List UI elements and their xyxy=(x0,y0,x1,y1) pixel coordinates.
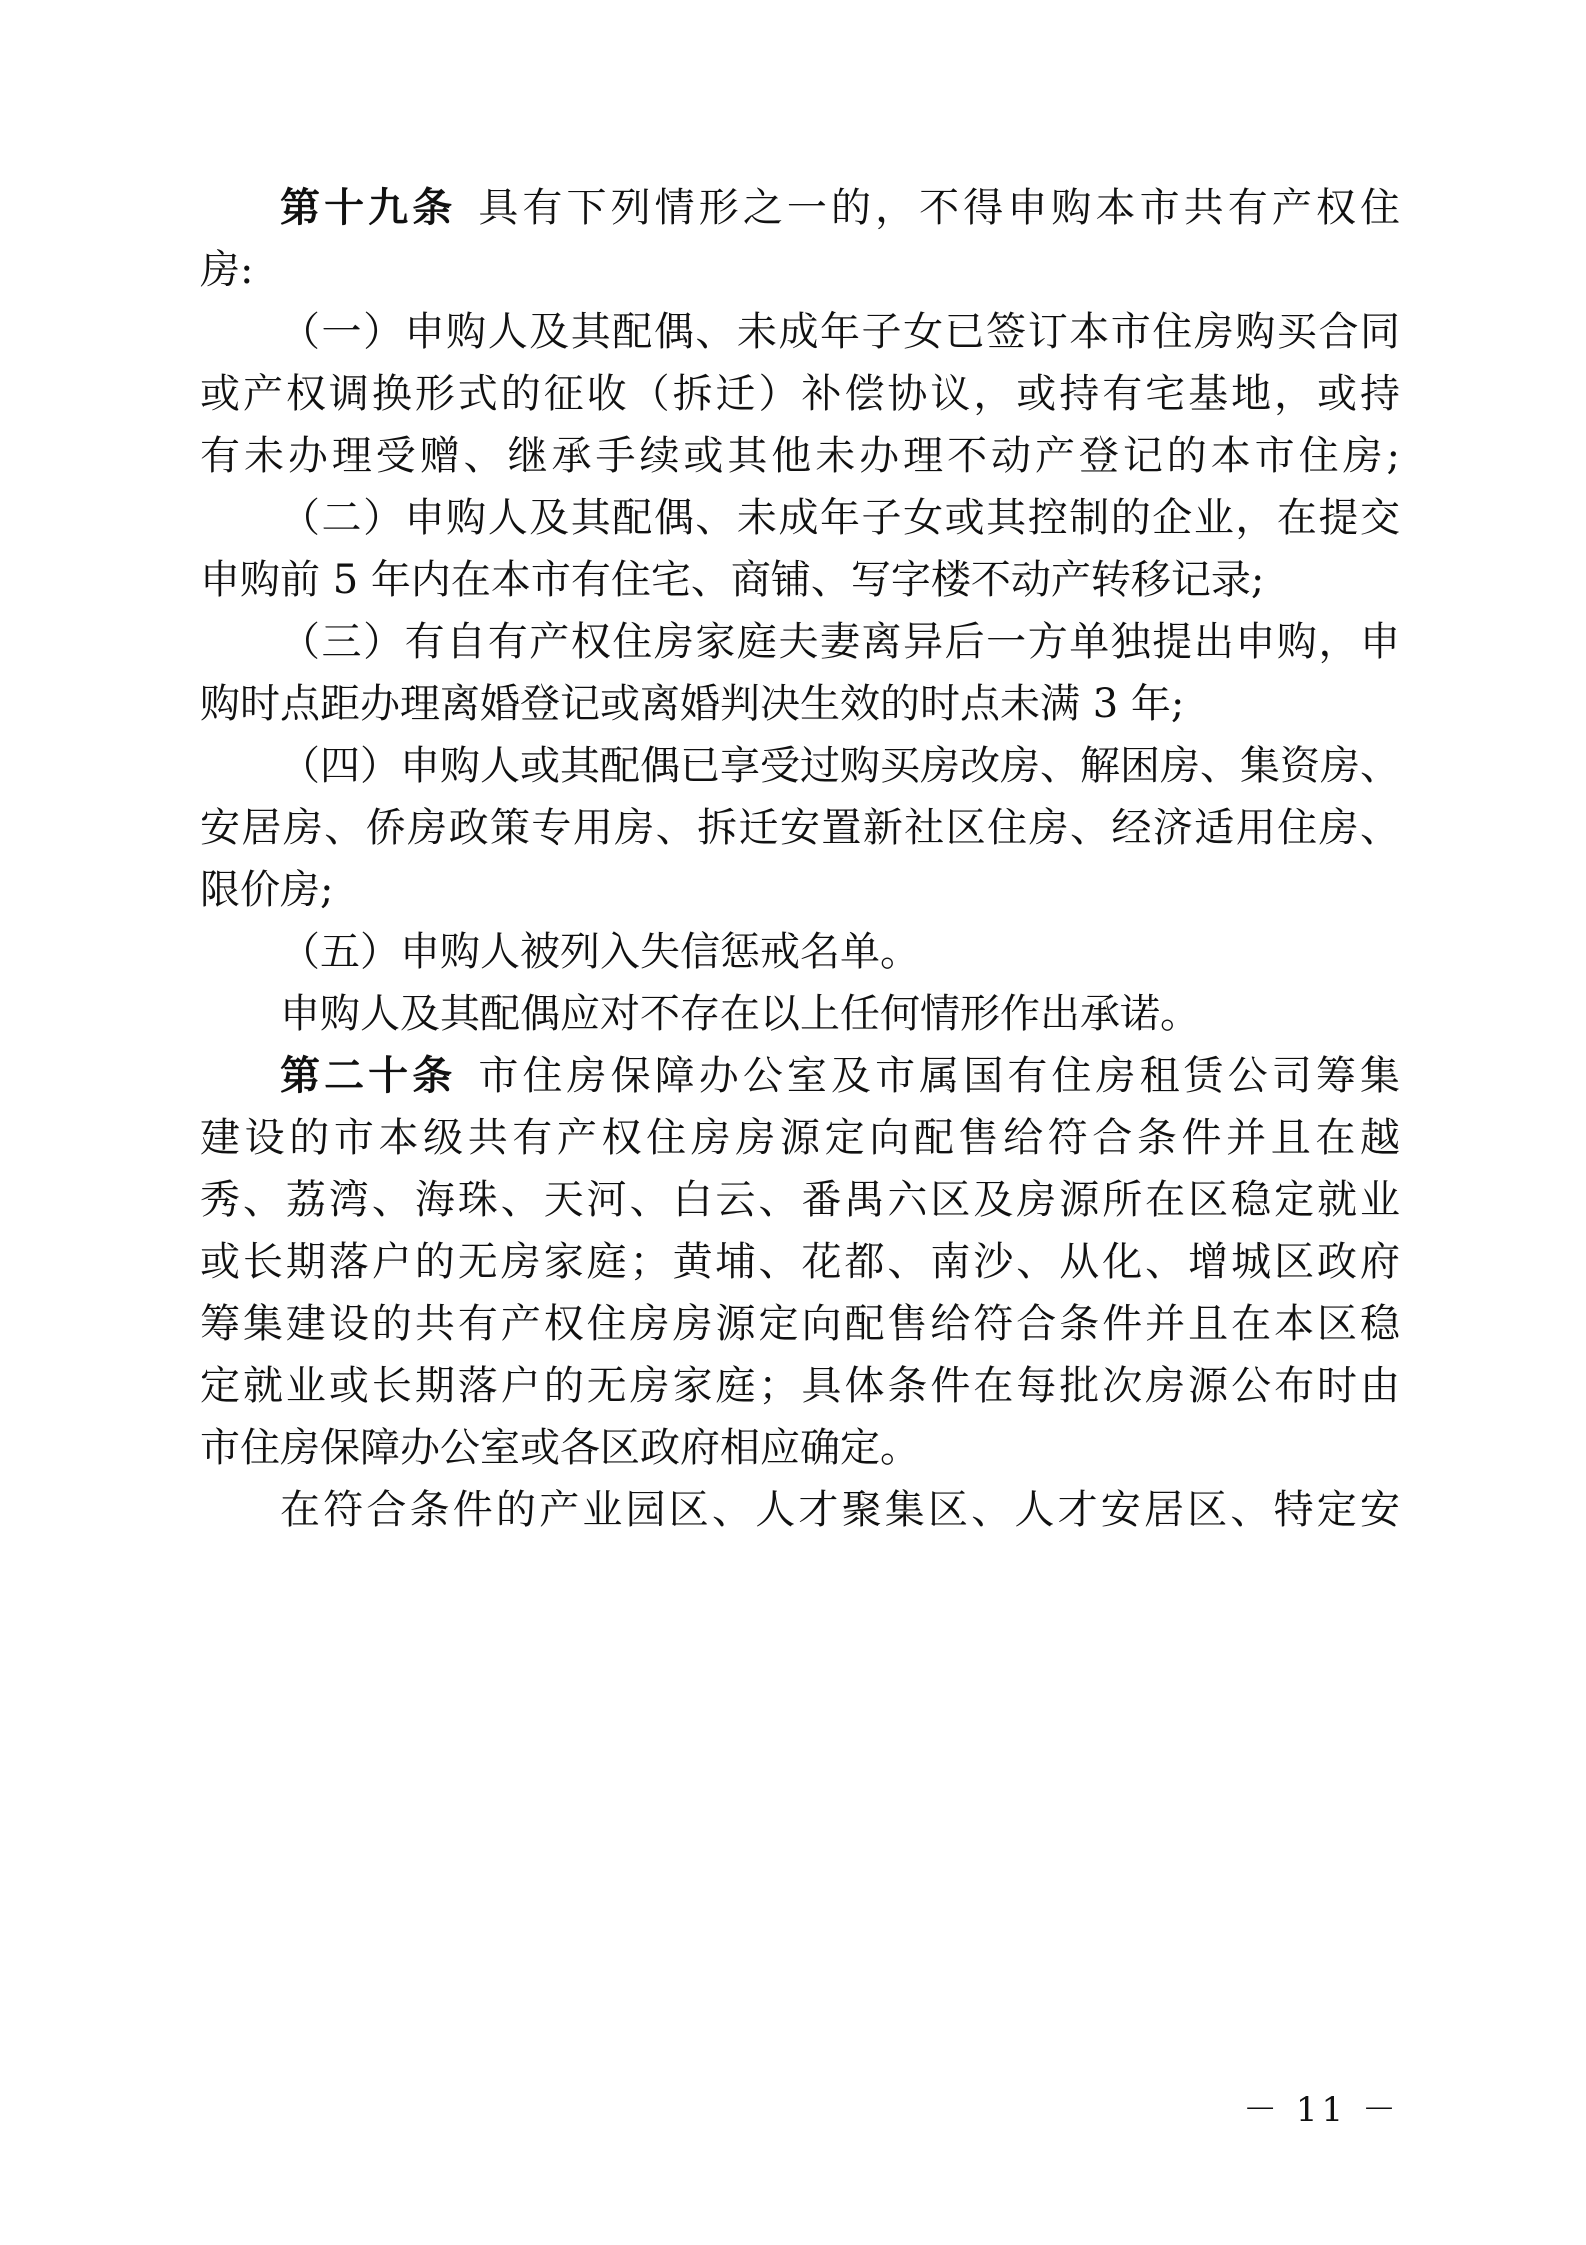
article-20-text: 市住房保障办公室及市属国有住房租赁公司筹集 xyxy=(478,1053,1401,1099)
article-20-line-4: 或长期落户的无房家庭；黄埔、花都、南沙、从化、增城区政府 xyxy=(200,1239,1400,1285)
article-20-line-6: 定就业或长期落户的无房家庭；具体条件在每批次房源公布时由 xyxy=(200,1363,1400,1409)
article-19-item-4-line-2: 安居房、侨房政策专用房、拆迁安置新社区住房、经济适用住房、 xyxy=(200,805,1400,851)
article-20-para-2-line-1: 在符合条件的产业园区、人才聚集区、人才安居区、特定安 xyxy=(280,1487,1400,1533)
article-19-item-1-line-3: 有未办理受赠、继承手续或其他未办理不动产登记的本市住房; xyxy=(200,433,1400,479)
article-19-item-1-line-1: （一）申购人及其配偶、未成年子女已签订本市住房购买合同 xyxy=(280,309,1400,355)
article-19-text: 具有下列情形之一的，不得申购本市共有产权住 xyxy=(478,185,1401,231)
article-20-line-2: 建设的市本级共有产权住房房源定向配售给符合条件并且在越 xyxy=(200,1115,1400,1161)
article-20-line-1 xyxy=(200,1048,1400,1104)
article-19-item-5: （五）申购人被列入失信惩戒名单。 xyxy=(280,929,920,975)
article-20-line-3: 秀、荔湾、海珠、天河、白云、番禺六区及房源所在区稳定就业 xyxy=(200,1177,1400,1223)
page-number: － 11 － xyxy=(1243,2090,1400,2130)
article-20-title: 第二十条 xyxy=(280,1053,457,1099)
article-20-line-7: 市住房保障办公室或各区政府相应确定。 xyxy=(200,1425,920,1471)
article-19-line-1 xyxy=(200,180,1400,236)
article-19-title: 第十九条 xyxy=(280,185,457,231)
article-19-commitment: 申购人及其配偶应对不存在以上任何情形作出承诺。 xyxy=(280,991,1200,1037)
article-20-line-5: 筹集建设的共有产权住房房源定向配售给符合条件并且在本区稳 xyxy=(200,1301,1400,1347)
article-19-item-2-line-1: （二）申购人及其配偶、未成年子女或其控制的企业，在提交 xyxy=(280,495,1400,541)
article-19-item-4-line-3: 限价房; xyxy=(200,867,334,913)
article-19-item-2-line-2: 申购前 5 年内在本市有住宅、商铺、写字楼不动产转移记录; xyxy=(200,557,1265,603)
article-19-line-2: 房: xyxy=(200,247,254,293)
article-19-item-3-line-1: （三）有自有产权住房家庭夫妻离异后一方单独提出申购，申 xyxy=(280,619,1400,665)
article-19-item-1-line-2: 或产权调换形式的征收（拆迁）补偿协议，或持有宅基地，或持 xyxy=(200,371,1400,417)
article-19-item-3-line-2: 购时点距办理离婚登记或离婚判决生效的时点未满 3 年; xyxy=(200,681,1185,727)
article-19-item-4-line-1: （四）申购人或其配偶已享受过购买房改房、解困房、集资房、 xyxy=(280,743,1400,789)
